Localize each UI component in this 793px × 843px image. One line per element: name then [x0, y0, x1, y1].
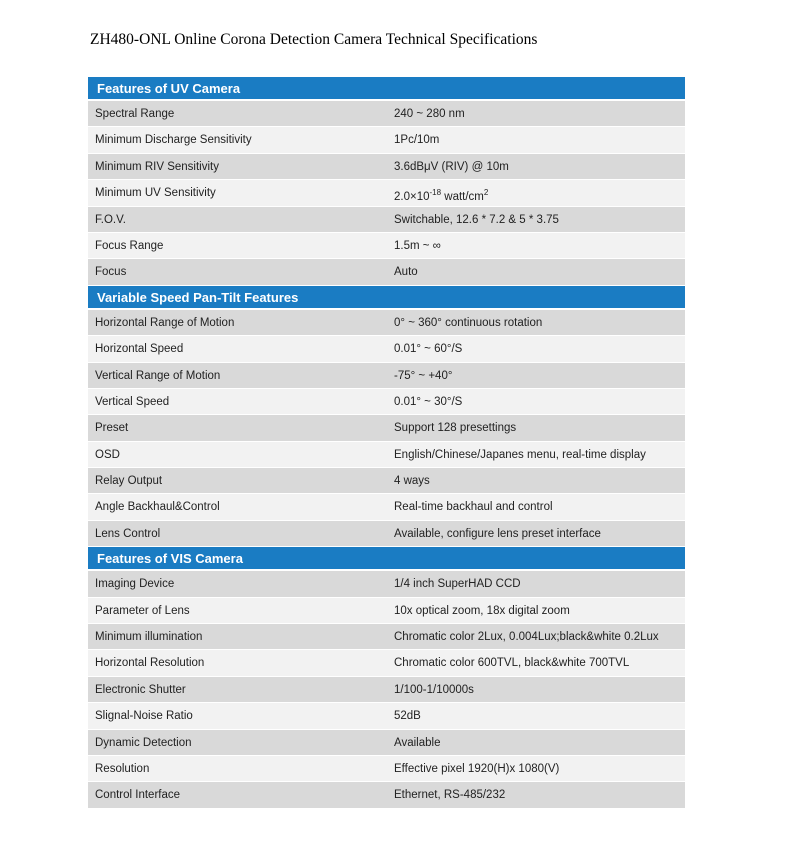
table-row	[88, 598, 685, 624]
spec-label: Resolution	[95, 762, 150, 775]
table-row	[88, 442, 685, 468]
spec-label: Spectral Range	[95, 108, 175, 120]
spec-value: 10x optical zoom, 18x digital zoom	[394, 604, 570, 617]
spec-value: 0.01° ~ 60°/S	[394, 343, 463, 356]
spec-label: Relay Output	[95, 475, 163, 488]
spec-label: Horizontal Range of Motion	[95, 316, 235, 329]
spec-label: Vertical Range of Motion	[95, 369, 221, 382]
spec-label: Minimum RIV Sensitivity	[95, 160, 219, 173]
spec-value: Support 128 presettings	[394, 422, 517, 435]
spec-value: Real-time backhaul and control	[394, 501, 553, 514]
value-base: 2.0×10	[394, 191, 430, 204]
value-unit-exponent: 2	[483, 188, 489, 198]
spec-label: Focus Range	[95, 239, 164, 252]
spec-label: Angle Backhaul&Control	[95, 501, 220, 514]
spec-value	[390, 180, 685, 205]
spec-label: Lens Control	[95, 527, 161, 540]
table-row	[88, 336, 685, 362]
table-row	[88, 363, 685, 389]
spec-label: Dynamic Detection	[95, 736, 192, 749]
spec-value: English/Chinese/Japanes menu, real-time display	[394, 448, 646, 461]
table-row	[88, 259, 685, 285]
table-row	[88, 521, 685, 547]
table-row	[88, 180, 685, 206]
table-row	[88, 703, 685, 729]
table-row	[88, 782, 685, 808]
spec-label: Vertical Speed	[95, 395, 170, 408]
table-row	[88, 756, 685, 782]
spec-value: Available	[394, 736, 441, 749]
spec-label: F.O.V.	[95, 213, 126, 226]
spec-label: Horizontal Resolution	[95, 657, 205, 670]
section-header: Features of VIS Camera	[88, 547, 685, 571]
table-row	[88, 101, 685, 127]
table-row	[88, 415, 685, 441]
table-row	[88, 571, 685, 597]
table-row	[88, 127, 685, 153]
spec-value: 3.6dBμV (RIV) @ 10m	[394, 160, 509, 173]
spec-value: 4 ways	[394, 475, 430, 488]
spec-value: Auto	[394, 266, 418, 279]
spec-value: -75° ~ +40°	[394, 369, 453, 382]
table-row	[88, 677, 685, 703]
spec-value: Ethernet, RS-485/232	[394, 789, 506, 802]
spec-label: Control Interface	[95, 789, 181, 802]
spec-value: 0° ~ 360° continuous rotation	[394, 316, 543, 329]
spec-label: Minimum UV Sensitivity	[95, 187, 216, 200]
table-row	[88, 389, 685, 415]
specifications-table	[88, 77, 685, 809]
spec-label: Minimum Discharge Sensitivity	[95, 134, 252, 147]
spec-label: Preset	[95, 422, 129, 435]
value-exponent: -18	[429, 188, 442, 198]
value-unit: watt/cm	[441, 191, 484, 204]
spec-label: Electronic Shutter	[95, 683, 186, 696]
table-row	[88, 494, 685, 520]
spec-value: 52dB	[394, 710, 421, 723]
spec-value: 240 ~ 280 nm	[394, 108, 465, 120]
table-row	[88, 468, 685, 494]
spec-value: 1.5m ~ ∞	[394, 239, 441, 252]
spec-value: Available, configure lens preset interface	[394, 527, 601, 540]
spec-value: 0.01° ~ 30°/S	[394, 395, 463, 408]
spec-value: 1/4 inch SuperHAD CCD	[394, 578, 521, 591]
table-row	[88, 207, 685, 233]
spec-value: 1/100-1/10000s	[394, 683, 474, 696]
document-title: ZH480-ONL Online Corona Detection Camera Technical Specifications	[90, 31, 538, 48]
spec-value: 1Pc/10m	[394, 134, 440, 147]
table-row	[88, 730, 685, 756]
spec-value: Effective pixel 1920(H)x 1080(V)	[394, 762, 560, 775]
table-row	[88, 154, 685, 180]
table-row	[88, 650, 685, 676]
spec-label: OSD	[95, 448, 120, 461]
spec-value: Chromatic color 600TVL, black&white 700TVL	[394, 657, 630, 670]
table-row	[88, 624, 685, 650]
table-row	[88, 310, 685, 336]
section-header: Features of UV Camera	[88, 77, 685, 101]
spec-label: Minimum illumination	[95, 631, 203, 644]
spec-label: Focus	[95, 266, 127, 279]
section-header: Variable Speed Pan-Tilt Features	[88, 286, 685, 310]
spec-value: Chromatic color 2Lux, 0.004Lux;black&white 0.2Lux	[394, 631, 659, 644]
spec-label: Imaging Device	[95, 578, 175, 591]
spec-value: Switchable, 12.6 * 7.2 & 5 * 3.75	[394, 213, 559, 226]
spec-label: Parameter of Lens	[95, 604, 190, 617]
table-row	[88, 233, 685, 259]
spec-label: Horizontal Speed	[95, 343, 184, 356]
spec-label: Slignal-Noise Ratio	[95, 710, 193, 723]
